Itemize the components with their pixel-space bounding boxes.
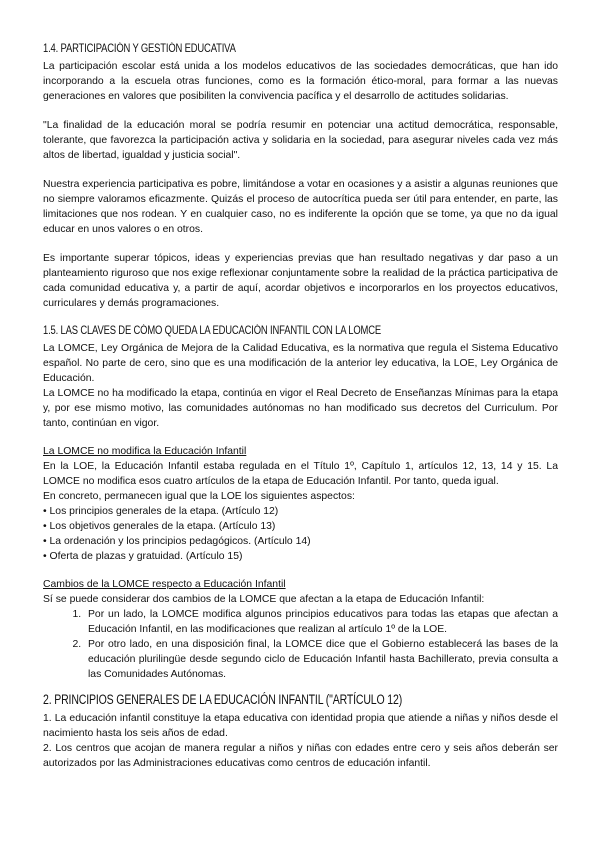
paragraph: La LOMCE no ha modificado la etapa, continúa en vigor el Real Decreto de Enseñanzas Mínimas para la etapa y, por ese mismo motivo, las comunidades autónomas no han modificado sus decretos del Curriculum. Por tanto, continúan en vigor. xyxy=(43,388,558,429)
numbered-list xyxy=(43,607,558,682)
paragraph: 2. Los centros que acojan de manera regular a niños y niñas con edades entre cero y seis años deberán ser autorizados por las Administraciones educativas como centros de educación infantil. xyxy=(43,743,558,769)
list-item: 2. Por otro lado, en una disposición final, la LOMCE dice que el Gobierno establecerá las bases de la educación plurilingüe desde segundo ciclo de Educación Infantil hasta Bachillerato, previa consulta a las Comunidades Autónomas. xyxy=(84,637,558,682)
subheading-cambios: Cambios de la LOMCE respecto a Educación Infantil xyxy=(43,579,286,590)
paragraph: Es importante superar tópicos, ideas y experiencias previas que han resultado negativas y dar paso a un planteamiento riguroso que nos exige reflexionar conjuntamente sobre la realidad de la práctica participativa de cada comunidad educativa y, a partir de aquí, acordar objetivos e incorporarlos en los proyectos educativos, curriculares y demás programaciones. xyxy=(43,253,558,309)
subheading-no-modifica: La LOMCE no modifica la Educación Infantil xyxy=(43,446,247,457)
section-heading-2: 2. PRINCIPIOS GENERALES DE LA EDUCACIÓN INFANTIL ("ARTÍCULO 12) xyxy=(43,692,403,707)
bullet-list xyxy=(43,504,558,564)
list-item: • Oferta de plazas y gratuidad. (Artículo 15) xyxy=(43,549,558,564)
list-item: • Los principios generales de la etapa. (Artículo 12) xyxy=(43,504,558,519)
paragraph: Nuestra experiencia participativa es pobre, limitándose a votar en ocasiones y a asistir a algunas reuniones que no siempre valoramos eficazmente. Quizás el proceso de autocrítica pueda ser útil para entender, en parte, las limitaciones que nos rodean. Y en cualquier caso, no es indiferente la opción que se tome, ya que no da igual educar en unos valores o en otros. xyxy=(43,179,558,235)
paragraph: Sí se puede considerar dos cambios de la LOMCE que afectan a la etapa de Educación Infantil: xyxy=(43,594,485,605)
paragraph: 1. La educación infantil constituye la etapa educativa con identidad propia que atiende a niñas y niños desde el nacimiento hasta los seis años de edad. xyxy=(43,713,558,739)
paragraph: La participación escolar está unida a los modelos educativos de las sociedades democráticas, que han ido incorporando a la escuela otras funciones, como es la formación ético-moral, para formar a las nuevas generaciones en valores que posibiliten la convivencia pacífica y el desarrollo de actitudes solidarias. xyxy=(43,61,558,102)
paragraph: En concreto, permanecen igual que la LOE los siguientes aspectos: xyxy=(43,491,355,502)
quote-paragraph: "La finalidad de la educación moral se podría resumir en potenciar una actitud democrática, responsable, tolerante, que favorezca la participación activa y solidaria en la sociedad, para asegurar niveles cada vez más altos de libertad, igualdad y justicia social". xyxy=(43,120,558,161)
paragraph: La LOMCE, Ley Orgánica de Mejora de la Calidad Educativa, es la normativa que regula el Sistema Educativo español. No parte de cero, sino que es una modificación de la anterior ley educativa, la LOE, Ley Orgánica de Educación. xyxy=(43,343,558,384)
section-heading-1-5: 1.5. LAS CLAVES DE CÓMO QUEDA LA EDUCACIÓN INFANTIL CON LA LOMCE xyxy=(43,325,381,337)
section-heading-1-4: 1.4. PARTICIPACIÓN Y GESTIÓN EDUCATIVA xyxy=(43,43,236,55)
paragraph: En la LOE, la Educación Infantil estaba regulada en el Título 1º, Capítulo 1, artículos 12, 13, 14 y 15. La LOMCE no modifica esos cuatro artículos de la etapa de Educación Infantil. Por tanto, queda igual. xyxy=(43,461,558,487)
list-item: • La ordenación y los principios pedagógicos. (Artículo 14) xyxy=(43,534,558,549)
list-item: 1. Por un lado, la LOMCE modifica algunos principios educativos para todas las etapas que afectan a Educación Infantil, en las modificaciones que realizan al artículo 1º de la LOE. xyxy=(84,607,558,637)
list-item: • Los objetivos generales de la etapa. (Artículo 13) xyxy=(43,519,558,534)
